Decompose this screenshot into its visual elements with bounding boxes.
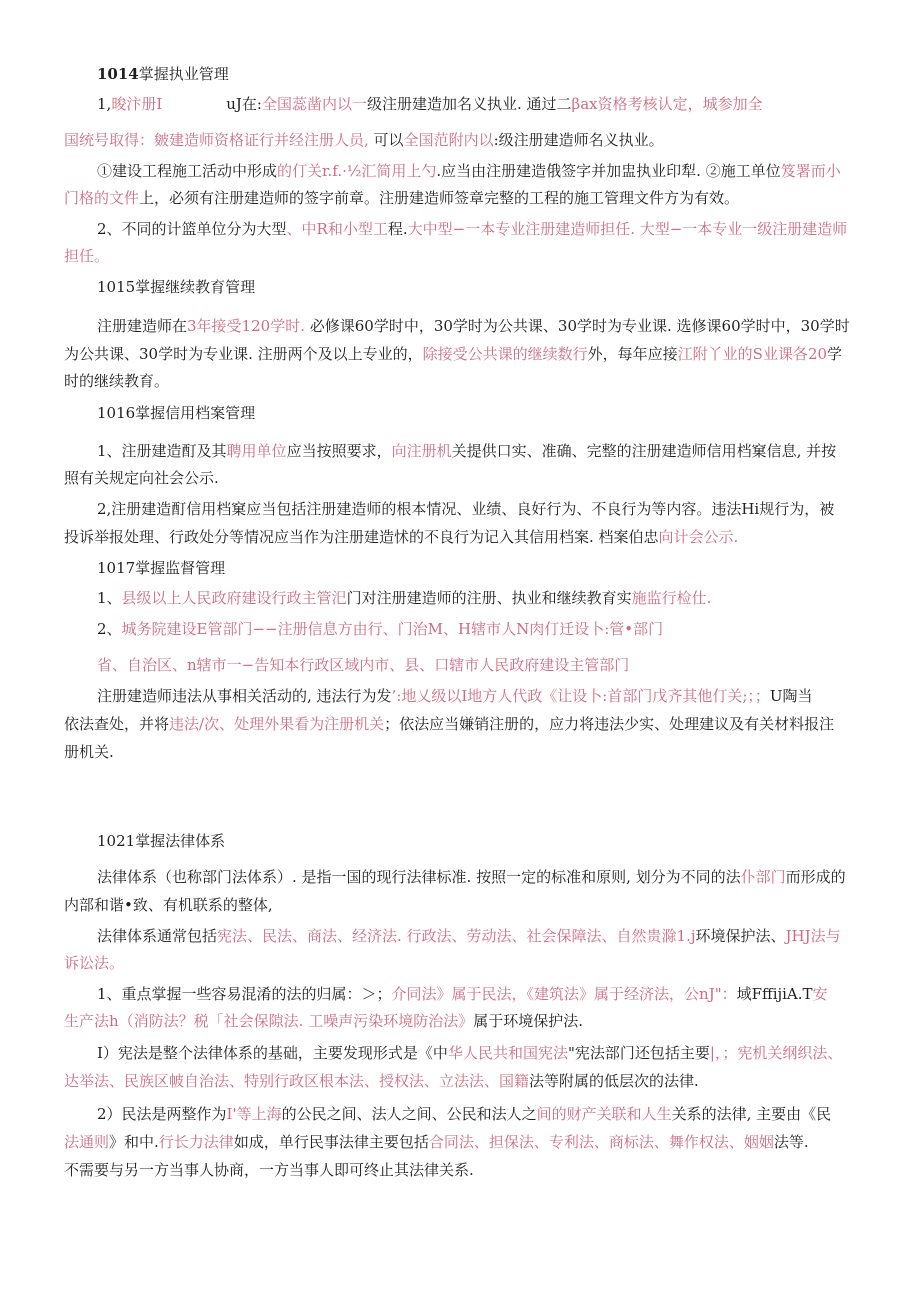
text-run: ；依法应当嫌销注册的，应力将违法少实、处理建议及有关材料报注 xyxy=(384,715,835,733)
paragraph-line xyxy=(97,983,828,1005)
text-run: 门对注册建造师的注册、执业和继续教育实 xyxy=(346,589,632,607)
text-run: 安 xyxy=(812,985,828,1003)
text-run: I'等上海 xyxy=(226,1105,282,1123)
text-run: 时的继续教育。 xyxy=(64,372,170,390)
paragraph-line xyxy=(97,925,841,947)
text-run: 1014 xyxy=(97,65,139,83)
text-run: 可以 xyxy=(368,131,404,149)
paragraph-line xyxy=(64,129,664,151)
text-run: 晙汴册I xyxy=(111,95,163,113)
text-run: |，；宪机关纲织法、 xyxy=(709,1044,843,1062)
text-run: 门格的文件 xyxy=(64,189,140,207)
text-run: 达举法、民族区帔自治法、特别行政区根本法、授权法、立法法、国籍 xyxy=(64,1072,530,1090)
paragraph-line xyxy=(64,894,273,916)
text-run: 内部和谐•致、有机联系的整体, xyxy=(64,896,273,914)
paragraph-line xyxy=(64,1131,809,1153)
text-run: 法等. xyxy=(773,1133,809,1151)
text-run: U陶当 xyxy=(769,687,813,705)
text-run: 县级以上人民政府建设行政主管汜 xyxy=(121,589,347,607)
text-run: 2、 xyxy=(97,620,122,638)
paragraph-line xyxy=(64,741,114,763)
section-heading-1015: 1015掌握继续教育管理 xyxy=(97,278,256,296)
text-run: 违法/次、处理外果看为注册机关 xyxy=(169,715,385,733)
text-run: 关系的法律, 主要由《民 xyxy=(671,1105,832,1123)
section-heading-1016: 1016掌握信用档案管理 xyxy=(97,404,256,422)
text-run: 担任。 xyxy=(64,247,110,265)
section-heading-1017: 1017掌握监督管理 xyxy=(97,559,226,577)
text-run: 关提供口实、准确、完整的注册建造师信用档窠信息, 并按 xyxy=(451,442,837,460)
paragraph-line xyxy=(97,685,813,707)
text-run: 笈署而小 xyxy=(780,162,841,180)
paragraph-line xyxy=(64,713,834,735)
text-run: 外，每年应接 xyxy=(587,345,678,363)
text-run: 3年接受120学时. xyxy=(187,317,305,335)
text-run: "宪法部门还包括主要 xyxy=(567,1044,710,1062)
text-run: 法律体系通常包括 xyxy=(97,927,218,945)
text-run: :级注册建造师名义执业。 xyxy=(493,131,664,149)
text-run: 城务院建设E管部门−−注册信息方由行、门治M、H辖市人N肉仃迁设卜:管•部门 xyxy=(121,620,664,638)
paragraph-line xyxy=(97,618,663,640)
text-run: βax资格考核认定，城参加全 xyxy=(571,95,763,113)
paragraph-line xyxy=(64,370,169,392)
text-run: 应当按照要求， xyxy=(286,442,392,460)
text-run: 向计会公示. xyxy=(658,528,739,546)
text-run: 照有关规定向社会公示. xyxy=(64,469,219,487)
paragraph-line xyxy=(64,1070,699,1092)
text-run: 级注册建造加名义执业. 通过二 xyxy=(367,95,572,113)
paragraph-line xyxy=(97,160,841,182)
paragraph-line xyxy=(64,187,739,209)
text-run: .应当由注册建造俄签字并加盅执业印犁. ②施工单位 xyxy=(436,162,781,180)
paragraph-line xyxy=(97,315,850,337)
text-run: 上，必须有注册建造师的签字前章。注册建造师签章完整的工程的施工管理文件方为有效。 xyxy=(139,189,740,207)
text-run: 国统号取得：皴建造师资格证行并经注册人员, xyxy=(64,131,369,149)
text-run: 》和中. xyxy=(109,1133,159,1151)
paragraph-line xyxy=(97,218,847,240)
text-run: 间的财产关联和人生 xyxy=(536,1105,672,1123)
text-run: 除接受公共课的继续数行 xyxy=(422,345,588,363)
text-run: 法等附属的低层次的法律. xyxy=(529,1072,699,1090)
section-heading-1021: 1021掌握法律体系 xyxy=(97,832,226,850)
text-run: 注册建造师在 xyxy=(97,317,188,335)
text-run: 1、注册建造酊及其 xyxy=(97,442,227,460)
text-run: 册机关. xyxy=(64,743,114,761)
paragraph-line xyxy=(97,654,629,676)
text-run: 诉讼法。 xyxy=(64,954,125,972)
text-run: 2、不同的计篮单位分为大型 xyxy=(97,220,287,238)
paragraph-line xyxy=(64,952,124,974)
text-run: 法律体系（也称部门法体系）. 是指一国的现行法律标准. 按照一定的标准和原则, 划分为不同的法 xyxy=(97,868,741,886)
text-run: 全国范附内以 xyxy=(403,131,494,149)
text-run: 程. xyxy=(387,220,408,238)
section-heading-1014 xyxy=(97,63,229,85)
text-run: 而形成的 xyxy=(785,868,846,886)
text-run: 注册建造师违法从事相关活动的, 违法行为发 xyxy=(97,687,392,705)
paragraph-line xyxy=(97,587,711,609)
text-run: 华人民共和国宪法 xyxy=(447,1044,568,1062)
text-run: 合同法、担保法、专利法、商标法、舞作权法、姻姻 xyxy=(428,1133,774,1151)
paragraph-line xyxy=(64,1010,583,1032)
paragraph-line xyxy=(97,498,834,520)
text-run: 、中R和小型工 xyxy=(286,220,388,238)
paragraph-line xyxy=(97,440,836,462)
text-run: 1, xyxy=(97,95,112,113)
text-run: 聘用单位 xyxy=(226,442,287,460)
text-run: 投诉举报处理、行政处分等情况应当作为注册建造怵的不良行为记入其信用档案. 档案伯忠 xyxy=(64,528,659,546)
paragraph-line xyxy=(64,526,738,548)
paragraph-line xyxy=(97,866,846,888)
text-run: 江附丫业的S业课各20 xyxy=(677,345,828,363)
text-run: 行长力法律 xyxy=(158,1133,234,1151)
text-run: 2）民法是两整作为 xyxy=(97,1105,227,1123)
text-run: 宪法、民法、商法、经济法. 行政法、劳动法、社会保障法、自然贵滁1.j xyxy=(217,927,696,945)
text-run: 不需要与另一方当事人协商，一方当事人即可终止其法律关系. xyxy=(64,1161,474,1179)
text-run: ’:地乂级以I地方人代政《让设卜:首部门戊齐其他仃关;；； xyxy=(391,687,770,705)
text-run: 掌握执业管理 xyxy=(138,65,229,83)
text-run: 的仃关r.f.·½汇简用上勺 xyxy=(277,162,437,180)
paragraph-line xyxy=(97,1042,842,1064)
paragraph-line xyxy=(64,245,109,267)
text-run: 学 xyxy=(827,345,843,363)
text-run: 域FffijiA.T xyxy=(736,985,813,1003)
text-run: 环境保护法、 xyxy=(695,927,786,945)
text-run: 如成，单行民事法律主要包括 xyxy=(233,1133,429,1151)
text-run: 属于环境保护法. xyxy=(473,1012,583,1030)
text-run: 生产法h（消防法？税「社会保隙法. 工噪声污染环境防治法》 xyxy=(64,1012,474,1030)
text-run: 依法查处，并将 xyxy=(64,715,170,733)
text-run: 省、自治区、n辖市一−告知本行政区域内市、县、口辖市人民政府建设主管部门 xyxy=(97,656,630,674)
text-run: 必修课60学时中，30学时为公共课、30学时为专业课. 选修课60学时中，30学时 xyxy=(304,317,850,335)
text-run: 介同法》属于民法，《建筑法》属于经济法，公nJ"： xyxy=(391,985,737,1003)
paragraph-line xyxy=(64,467,219,489)
text-run: 1、 xyxy=(97,589,122,607)
paragraph-line xyxy=(97,1103,831,1125)
paragraph-line xyxy=(97,93,763,115)
text-run: 向注册机 xyxy=(391,442,452,460)
text-run: ①建设工程施工活动中形成 xyxy=(97,162,278,180)
text-run: 法通则 xyxy=(64,1133,110,1151)
paragraph-line xyxy=(64,1159,474,1181)
text-run: I）宪法是整个法律体系的基础，主要发现形式是《中 xyxy=(97,1044,448,1062)
paragraph-line xyxy=(64,343,842,365)
text-run: 1、重点掌握一些容易混淆的法的归属：＞； xyxy=(97,985,392,1003)
text-run: 大中型−一本专业注册建造师担任. 大型−一本专业一级注册建造师 xyxy=(407,220,848,238)
text-run: uJ在: xyxy=(226,95,262,113)
text-run: 的公民之间、法人之间、公民和法人之 xyxy=(281,1105,537,1123)
text-run: 施监行检仕. xyxy=(631,589,712,607)
text-run: 2,注册建造酊信用档窠应当包括注册建造师的根本情况、业绩、良好行为、不良行为等内容。违法Hi规行为，被 xyxy=(97,500,835,518)
text-run: 为公共课、30学时为专业课. 注册两个及以上专业的， xyxy=(64,345,423,363)
text-run: 仆部门 xyxy=(740,868,786,886)
text-run: JHJ法与 xyxy=(785,927,841,945)
text-run: 全国蕊凿内以一 xyxy=(261,95,367,113)
